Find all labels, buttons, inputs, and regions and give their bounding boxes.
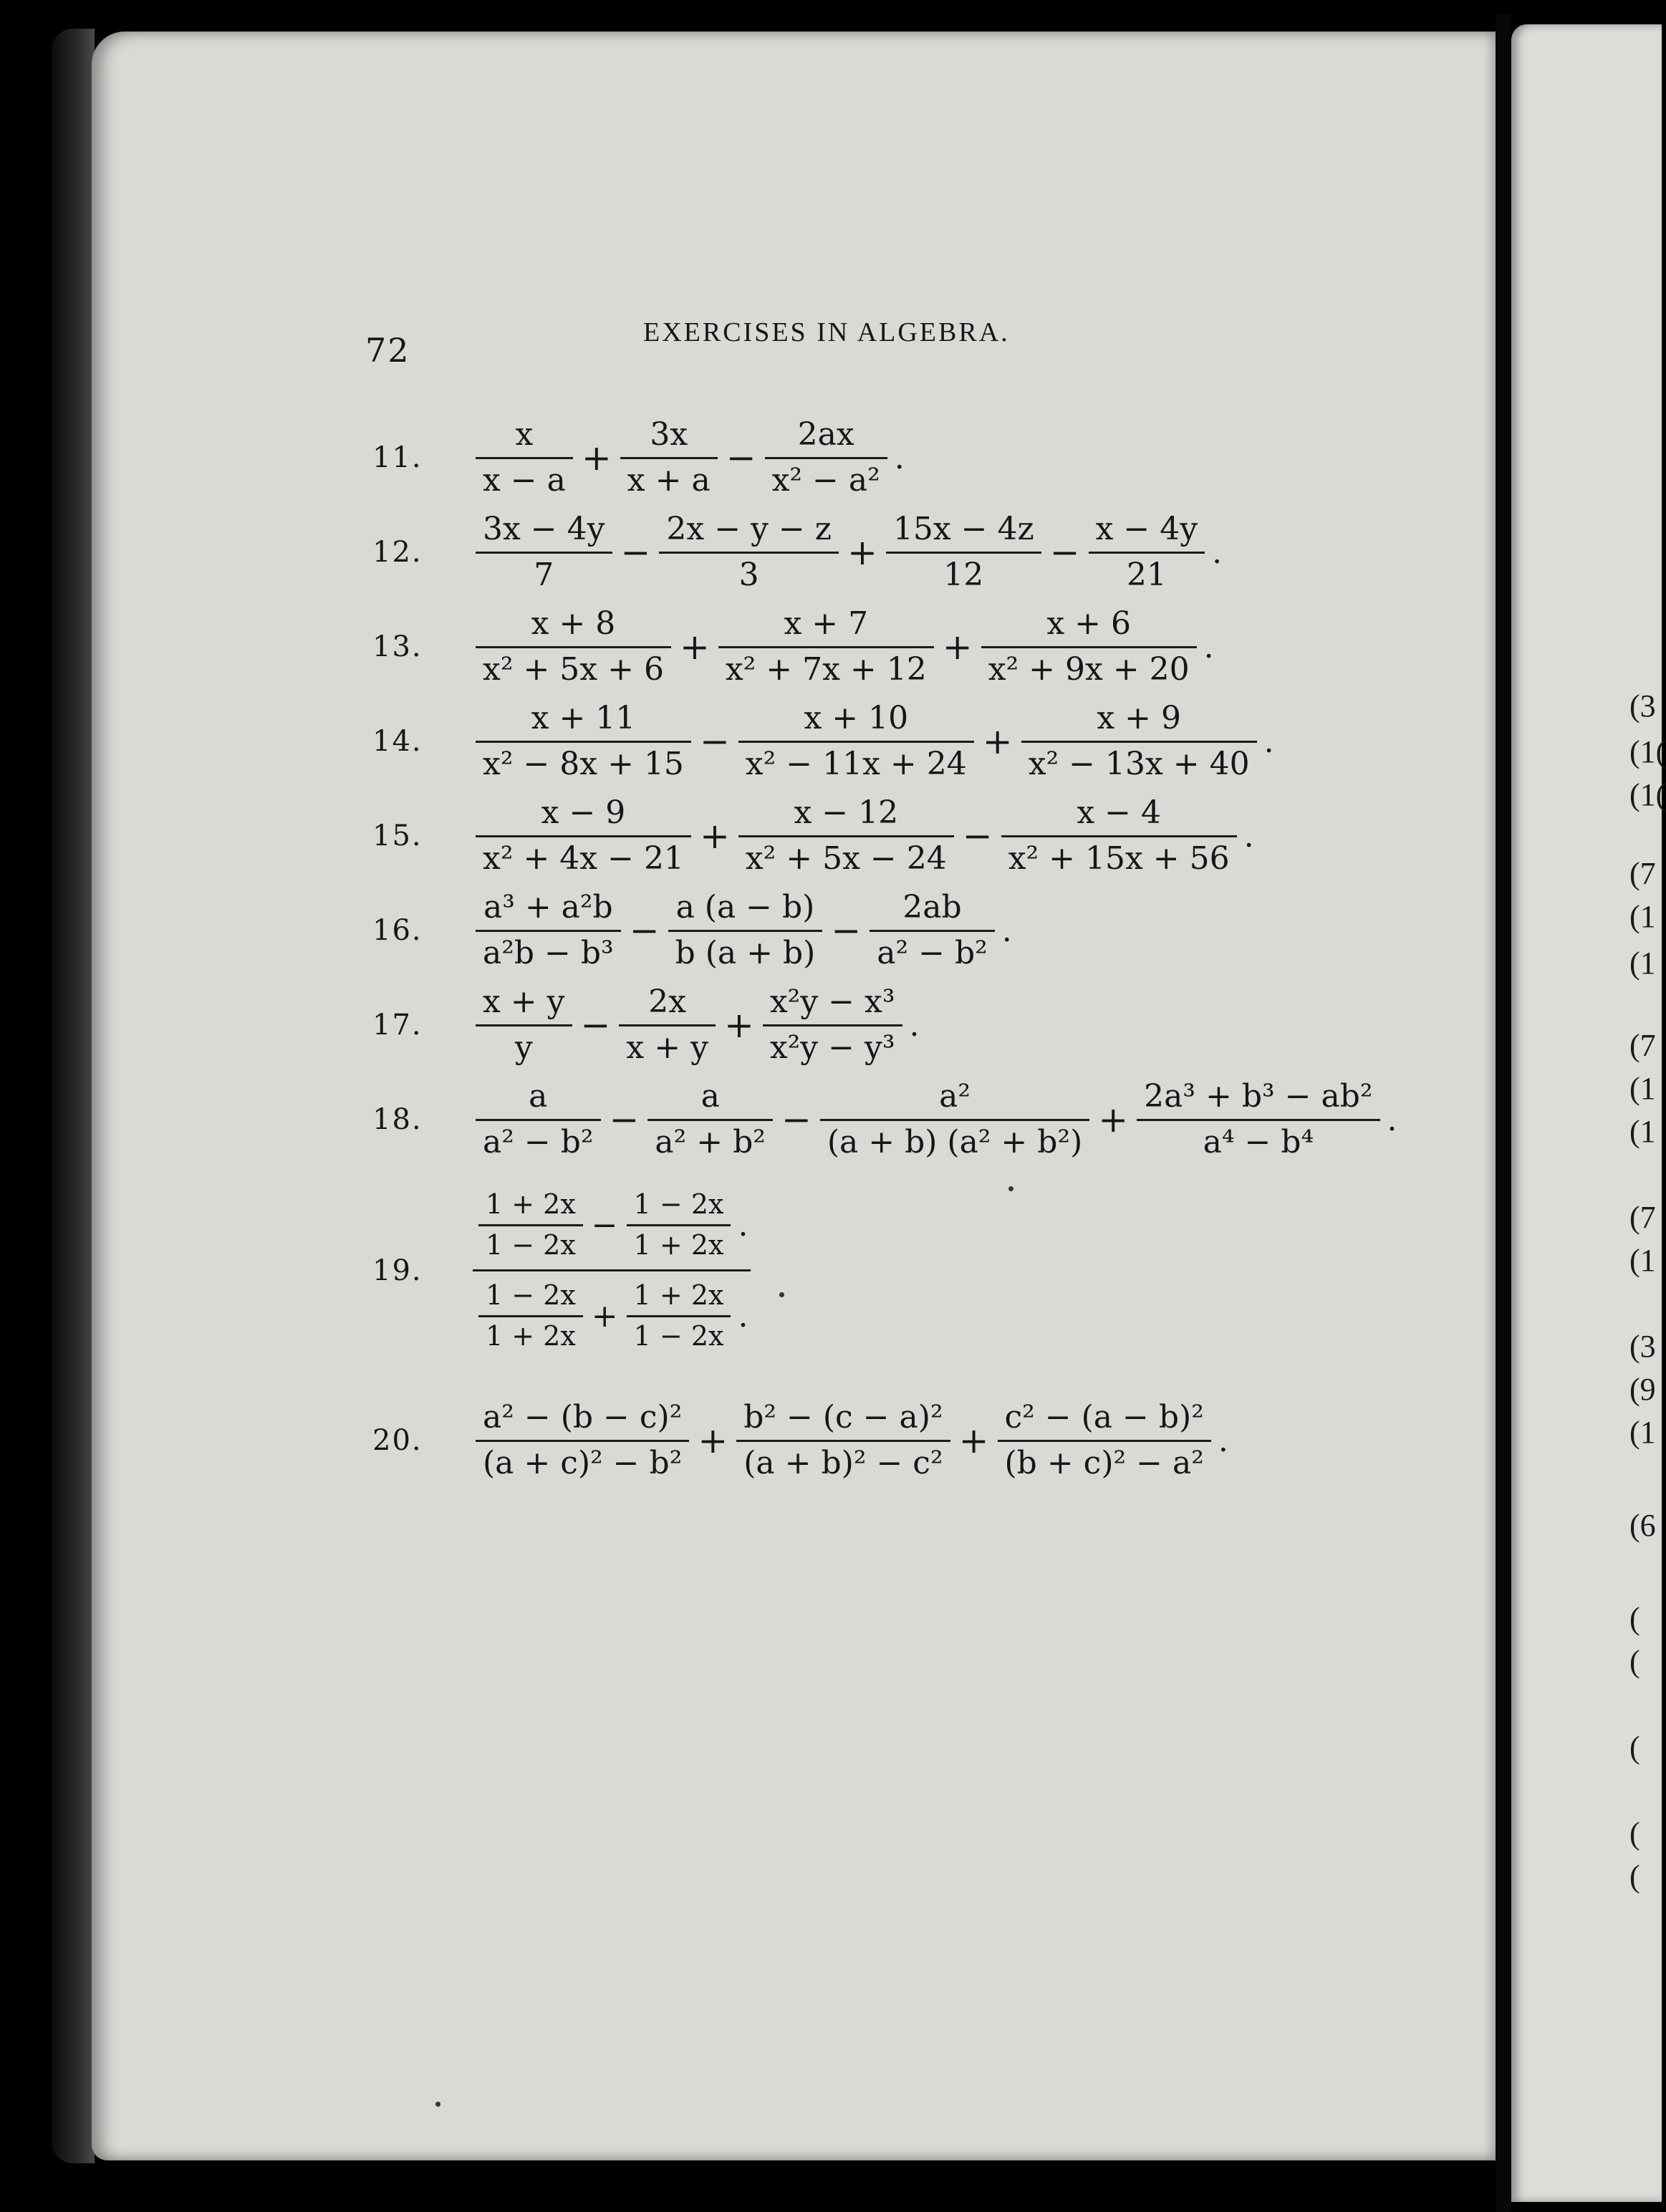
exercise-20 bbox=[372, 1400, 1228, 1481]
facing-text: ( bbox=[1629, 1730, 1640, 1765]
operator: − bbox=[1049, 532, 1080, 574]
exercise-number: 14. bbox=[372, 725, 423, 759]
fraction bbox=[668, 890, 823, 971]
numerator: x + 10 bbox=[738, 701, 974, 743]
facing-text: (1 bbox=[1629, 946, 1656, 981]
complex-denominator bbox=[473, 1271, 751, 1356]
operator: − bbox=[609, 1099, 640, 1141]
numerator: 2x bbox=[619, 984, 716, 1026]
fraction bbox=[981, 606, 1197, 688]
operator: + bbox=[679, 626, 710, 668]
denominator: a⁴ − b⁴ bbox=[1203, 1123, 1314, 1160]
facing-text: (3 bbox=[1629, 688, 1656, 723]
denominator: (b + c)² − a² bbox=[1004, 1444, 1204, 1481]
operator: + bbox=[699, 815, 730, 857]
exercise-number: 11. bbox=[372, 441, 423, 475]
denominator: 1 + 2x bbox=[633, 1228, 724, 1261]
denominator: 12 bbox=[943, 556, 984, 593]
numerator: 3x bbox=[620, 417, 718, 459]
operator: + bbox=[1098, 1099, 1129, 1141]
denominator: y bbox=[514, 1029, 533, 1066]
page-number: 72 bbox=[365, 331, 410, 370]
facing-text: (1 bbox=[1629, 1071, 1656, 1106]
fraction bbox=[1021, 701, 1257, 782]
denominator: (a + c)² − b² bbox=[483, 1444, 683, 1481]
fraction bbox=[476, 795, 691, 877]
fraction bbox=[647, 1079, 773, 1160]
operator: + bbox=[982, 721, 1013, 763]
facing-text: (1( bbox=[1629, 734, 1666, 769]
operator: + bbox=[942, 626, 973, 668]
numerator: x − 4 bbox=[1001, 795, 1237, 837]
operator: − bbox=[620, 532, 651, 574]
denominator: x² + 4x − 21 bbox=[483, 840, 684, 877]
exercise-13 bbox=[372, 606, 1214, 688]
facing-text: ( bbox=[1629, 1859, 1640, 1894]
operator: − bbox=[831, 910, 862, 952]
end-period: . bbox=[1212, 534, 1223, 571]
running-head bbox=[92, 304, 1496, 370]
denominator: x² − 11x + 24 bbox=[745, 745, 967, 782]
facing-text: (6 bbox=[1629, 1508, 1656, 1543]
facing-text: (3 bbox=[1629, 1329, 1656, 1364]
fraction bbox=[870, 890, 995, 971]
numerator: b² − (c − a)² bbox=[736, 1400, 950, 1442]
exercise-number: 15. bbox=[372, 819, 423, 853]
exercise-number: 17. bbox=[372, 1009, 423, 1042]
end-period: . bbox=[1203, 628, 1214, 665]
exercise-12 bbox=[372, 511, 1222, 593]
operator: − bbox=[591, 1206, 618, 1244]
numerator: 3x − 4y bbox=[476, 511, 612, 554]
exercise-number: 12. bbox=[372, 536, 423, 569]
exercise-11 bbox=[372, 417, 905, 499]
fraction bbox=[476, 984, 572, 1066]
fraction bbox=[738, 795, 954, 877]
exercise-18 bbox=[372, 1079, 1397, 1160]
exercise-number: 18. bbox=[372, 1103, 423, 1137]
numerator: a bbox=[476, 1079, 601, 1121]
numerator: a bbox=[647, 1079, 773, 1121]
end-period: . bbox=[738, 1206, 748, 1244]
exercise-number: 19. bbox=[372, 1254, 423, 1287]
operator: − bbox=[962, 815, 993, 857]
denominator: a²b − b³ bbox=[483, 934, 614, 971]
complex-numerator bbox=[473, 1185, 751, 1271]
facing-text: (1 bbox=[1629, 1243, 1656, 1278]
numerator: 15x − 4z bbox=[886, 511, 1041, 554]
denominator: (a + b) (a² + b²) bbox=[827, 1123, 1083, 1160]
end-period: . bbox=[738, 1298, 748, 1335]
speck bbox=[779, 1292, 784, 1297]
fraction bbox=[998, 1400, 1211, 1481]
numerator: c² − (a − b)² bbox=[998, 1400, 1211, 1442]
fraction bbox=[620, 417, 718, 499]
fraction bbox=[476, 511, 612, 593]
facing-text: (7 bbox=[1629, 856, 1656, 891]
facing-text: ( bbox=[1629, 1601, 1640, 1636]
book-edge bbox=[52, 29, 95, 2163]
denominator: x² + 15x + 56 bbox=[1008, 840, 1230, 877]
facing-text: (1 bbox=[1629, 1415, 1656, 1450]
denominator: x² − 8x + 15 bbox=[483, 745, 684, 782]
end-period: . bbox=[1263, 723, 1274, 760]
numerator: 2ab bbox=[870, 890, 995, 932]
facing-text: (7 bbox=[1629, 1200, 1656, 1235]
operator: + bbox=[958, 1420, 989, 1462]
operator: − bbox=[726, 437, 756, 479]
numerator: a² − (b − c)² bbox=[476, 1400, 689, 1442]
fraction bbox=[476, 606, 671, 688]
end-period: . bbox=[909, 1006, 920, 1044]
numerator: x + 8 bbox=[476, 606, 671, 648]
operator: + bbox=[581, 437, 612, 479]
fraction bbox=[820, 1079, 1089, 1160]
numerator: a³ + a²b bbox=[476, 890, 621, 932]
fraction bbox=[1137, 1079, 1379, 1160]
denominator: x + a bbox=[627, 461, 711, 499]
denominator: x² + 5x + 6 bbox=[483, 650, 664, 688]
fraction bbox=[476, 417, 573, 499]
numerator: a (a − b) bbox=[668, 890, 823, 932]
facing-text: (1 bbox=[1629, 899, 1656, 934]
fraction bbox=[478, 1280, 583, 1352]
denominator: x² + 7x + 12 bbox=[725, 650, 927, 688]
denominator: 3 bbox=[738, 556, 759, 593]
denominator: 21 bbox=[1126, 556, 1167, 593]
denominator: a² − b² bbox=[877, 934, 988, 971]
fraction bbox=[763, 984, 902, 1066]
operator: + bbox=[591, 1298, 618, 1335]
operator: + bbox=[698, 1420, 728, 1462]
denominator: (a + b)² − c² bbox=[743, 1444, 943, 1481]
fraction bbox=[476, 701, 691, 782]
denominator: x² − a² bbox=[771, 461, 880, 499]
end-period: . bbox=[1218, 1422, 1228, 1459]
numerator: 2a³ + b³ − ab² bbox=[1137, 1079, 1379, 1121]
operator: + bbox=[847, 532, 877, 574]
numerator: 1 + 2x bbox=[478, 1189, 583, 1226]
operator: + bbox=[723, 1004, 754, 1047]
fraction bbox=[627, 1189, 731, 1261]
exercise-17 bbox=[372, 984, 920, 1066]
denominator: x² − 13x + 40 bbox=[1028, 745, 1250, 782]
operator: − bbox=[629, 910, 660, 952]
numerator: x − 9 bbox=[476, 795, 691, 837]
end-period: . bbox=[894, 439, 905, 476]
exercise-14 bbox=[372, 701, 1274, 782]
fraction bbox=[619, 984, 716, 1066]
fraction bbox=[659, 511, 839, 593]
fraction bbox=[478, 1189, 583, 1261]
facing-text: ( bbox=[1629, 1816, 1640, 1851]
facing-text: (1( bbox=[1629, 777, 1666, 812]
numerator: 1 − 2x bbox=[478, 1280, 583, 1317]
facing-text: (1 bbox=[1629, 1114, 1656, 1149]
denominator: x² + 5x − 24 bbox=[745, 840, 947, 877]
operator: − bbox=[781, 1099, 812, 1141]
fraction bbox=[718, 606, 934, 688]
denominator: 7 bbox=[534, 556, 554, 593]
speck bbox=[435, 2102, 440, 2107]
numerator: 2ax bbox=[765, 417, 887, 459]
fraction bbox=[476, 1400, 689, 1481]
denominator: a² + b² bbox=[655, 1123, 766, 1160]
exercise-number: 20. bbox=[372, 1424, 423, 1458]
denominator: 1 + 2x bbox=[486, 1320, 576, 1352]
numerator: x + 7 bbox=[718, 606, 934, 648]
end-period: . bbox=[1001, 912, 1012, 949]
operator: − bbox=[699, 721, 730, 763]
fraction bbox=[765, 417, 887, 499]
speck bbox=[1008, 1186, 1013, 1191]
numerator: x²y − x³ bbox=[763, 984, 902, 1026]
end-period: . bbox=[1387, 1101, 1397, 1138]
complex-fraction bbox=[473, 1185, 751, 1357]
fraction bbox=[476, 890, 621, 971]
denominator: x²y − y³ bbox=[769, 1029, 895, 1066]
numerator: 1 + 2x bbox=[627, 1280, 731, 1317]
fraction bbox=[1001, 795, 1237, 877]
numerator: x + 6 bbox=[981, 606, 1197, 648]
numerator: x + 9 bbox=[1021, 701, 1257, 743]
numerator: a² bbox=[820, 1079, 1089, 1121]
page-title: EXERCISES IN ALGEBRA. bbox=[643, 317, 1010, 347]
exercise-15 bbox=[372, 795, 1254, 877]
exercise-number: 13. bbox=[372, 630, 423, 664]
denominator: x − a bbox=[483, 461, 566, 499]
denominator: 1 − 2x bbox=[486, 1228, 576, 1261]
numerator: x bbox=[476, 417, 573, 459]
facing-text: ( bbox=[1629, 1644, 1640, 1679]
facing-page bbox=[1511, 24, 1666, 2202]
numerator: 2x − y − z bbox=[659, 511, 839, 554]
denominator: 1 − 2x bbox=[633, 1320, 724, 1352]
fraction bbox=[627, 1280, 731, 1352]
denominator: x + y bbox=[626, 1029, 708, 1066]
denominator: b (a + b) bbox=[675, 934, 816, 971]
fraction bbox=[738, 701, 974, 782]
numerator: 1 − 2x bbox=[627, 1189, 731, 1226]
end-period: . bbox=[1243, 817, 1254, 855]
operator: − bbox=[580, 1004, 611, 1047]
numerator: x − 12 bbox=[738, 795, 954, 837]
book-page bbox=[92, 32, 1496, 2160]
facing-text: (7 bbox=[1629, 1028, 1656, 1063]
exercise-16 bbox=[372, 890, 1012, 971]
facing-text: (9 bbox=[1629, 1372, 1656, 1407]
exercise-19 bbox=[372, 1185, 751, 1357]
fraction bbox=[886, 511, 1041, 593]
numerator: x + y bbox=[476, 984, 572, 1026]
denominator: x² + 9x + 20 bbox=[988, 650, 1190, 688]
fraction bbox=[1089, 511, 1205, 593]
denominator: a² − b² bbox=[483, 1123, 594, 1160]
fraction bbox=[476, 1079, 601, 1160]
numerator: x − 4y bbox=[1089, 511, 1205, 554]
fraction bbox=[736, 1400, 950, 1481]
exercise-number: 16. bbox=[372, 914, 423, 948]
book-gutter bbox=[1496, 14, 1511, 2212]
numerator: x + 11 bbox=[476, 701, 691, 743]
